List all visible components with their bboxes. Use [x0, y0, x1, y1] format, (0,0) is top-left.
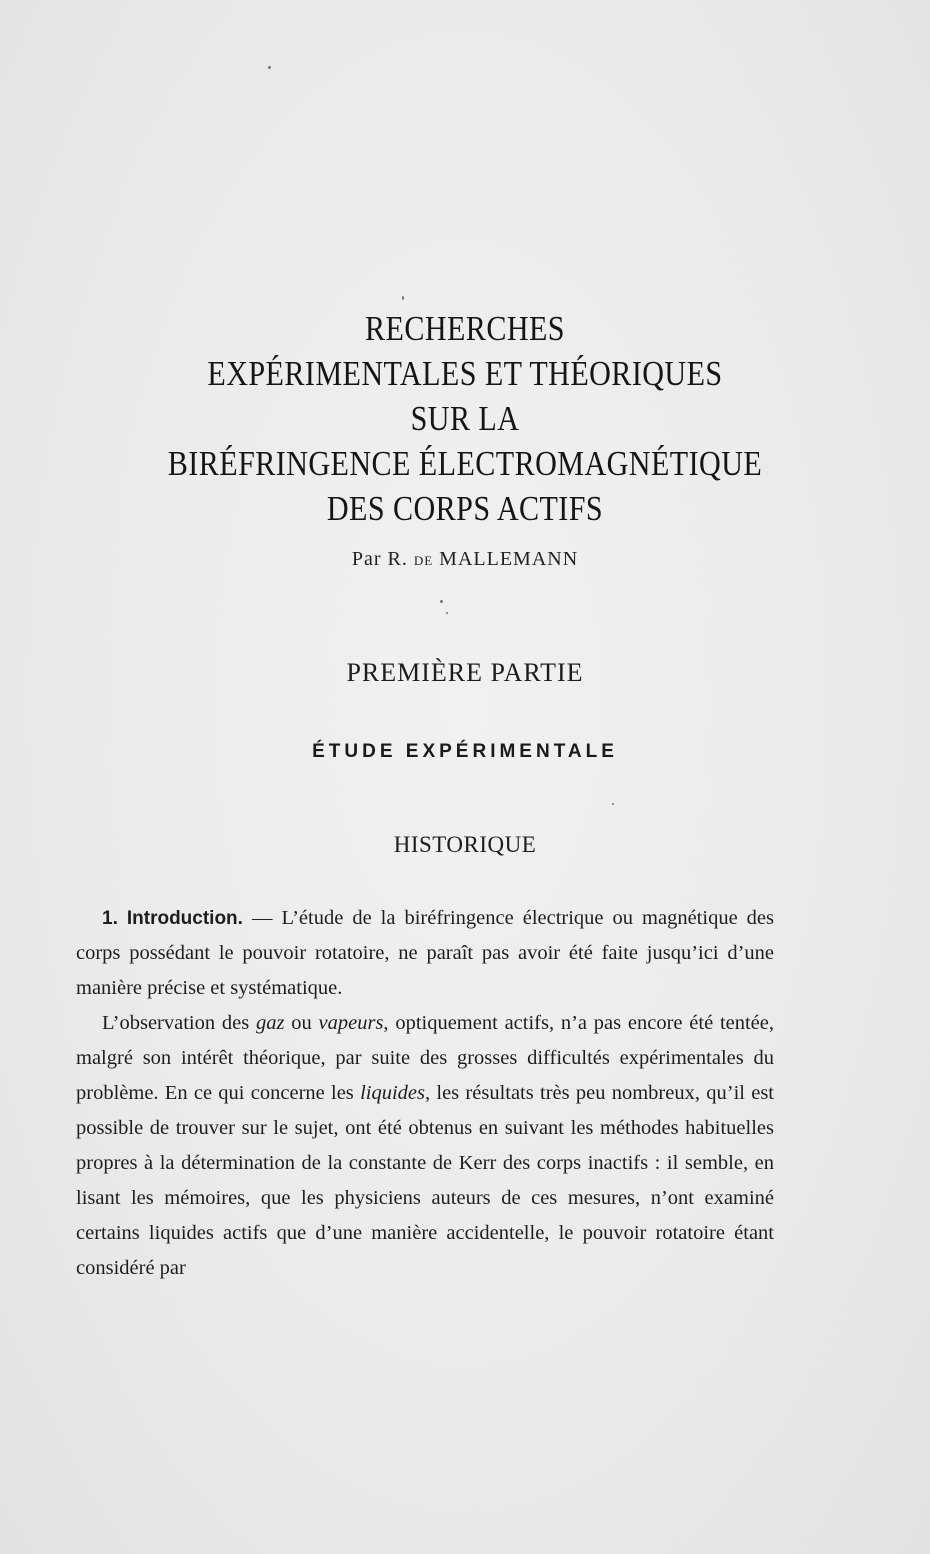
title-line: EXPÉRIMENTALES ET THÉORIQUES — [207, 354, 723, 393]
paper-speck — [612, 803, 614, 805]
subsection-heading: HISTORIQUE — [393, 832, 537, 857]
byline-particle: DE — [413, 553, 434, 568]
italic-term: vapeurs — [318, 1012, 384, 1034]
paper-speck — [402, 296, 404, 300]
text-run: ou — [284, 1012, 319, 1034]
paragraph-label: Introduction. — [126, 908, 243, 929]
paragraph-text: L’étude de la biréfringence électrique ou magnétique des corps possédant le pouvoir rotatoire, ne paraît pas avoir été faite jusqu’ici d’une manière précise et systématique. — [76, 907, 774, 999]
title-line: SUR LA — [410, 399, 520, 438]
text-run: , les résultats très peu nombreux, qu’il est possible de trouver sur le sujet, ont été obtenus en suivant les méthodes habituelles propres à la détermination de la constante de Kerr des corps inactifs : il semble, en lisant les mémoires, que les physiciens auteurs de ces mesures, n’ont examiné certains liquides actifs que d’une manière accidentelle, le pouvoir rotatoire étant considéré par — [76, 1082, 774, 1279]
paragraph-introduction — [76, 901, 774, 1006]
byline-prefix: Par R. — [351, 548, 408, 570]
body-text — [76, 901, 774, 1286]
article-title — [0, 306, 930, 531]
paper-speck — [268, 66, 271, 69]
italic-term: liquides — [360, 1082, 425, 1104]
title-line: RECHERCHES — [364, 309, 565, 348]
paragraph-number: 1. — [102, 908, 118, 929]
paper-speck — [446, 612, 448, 614]
text-run: , optiquement actifs, n’a pas encore été tentée, malgré son intérêt théorique, par suite des grosses difficultés expérimentales du problème. En ce qui concerne les — [76, 1012, 775, 1104]
paper-speck — [440, 600, 443, 603]
section-heading: ÉTUDE EXPÉRIMENTALE — [312, 741, 618, 762]
italic-term: gaz — [255, 1012, 285, 1034]
author-byline — [0, 548, 930, 571]
author-name: MALLEMANN — [439, 548, 579, 570]
part-heading: PREMIÈRE PARTIE — [346, 658, 584, 687]
paragraph-observation — [76, 1006, 774, 1286]
title-line: BIRÉFRINGENCE ÉLECTROMAGNÉTIQUE — [167, 444, 763, 483]
text-run: L’observation des — [102, 1012, 256, 1034]
label-dash: — — [242, 907, 282, 929]
title-line: DES CORPS ACTIFS — [326, 489, 604, 528]
